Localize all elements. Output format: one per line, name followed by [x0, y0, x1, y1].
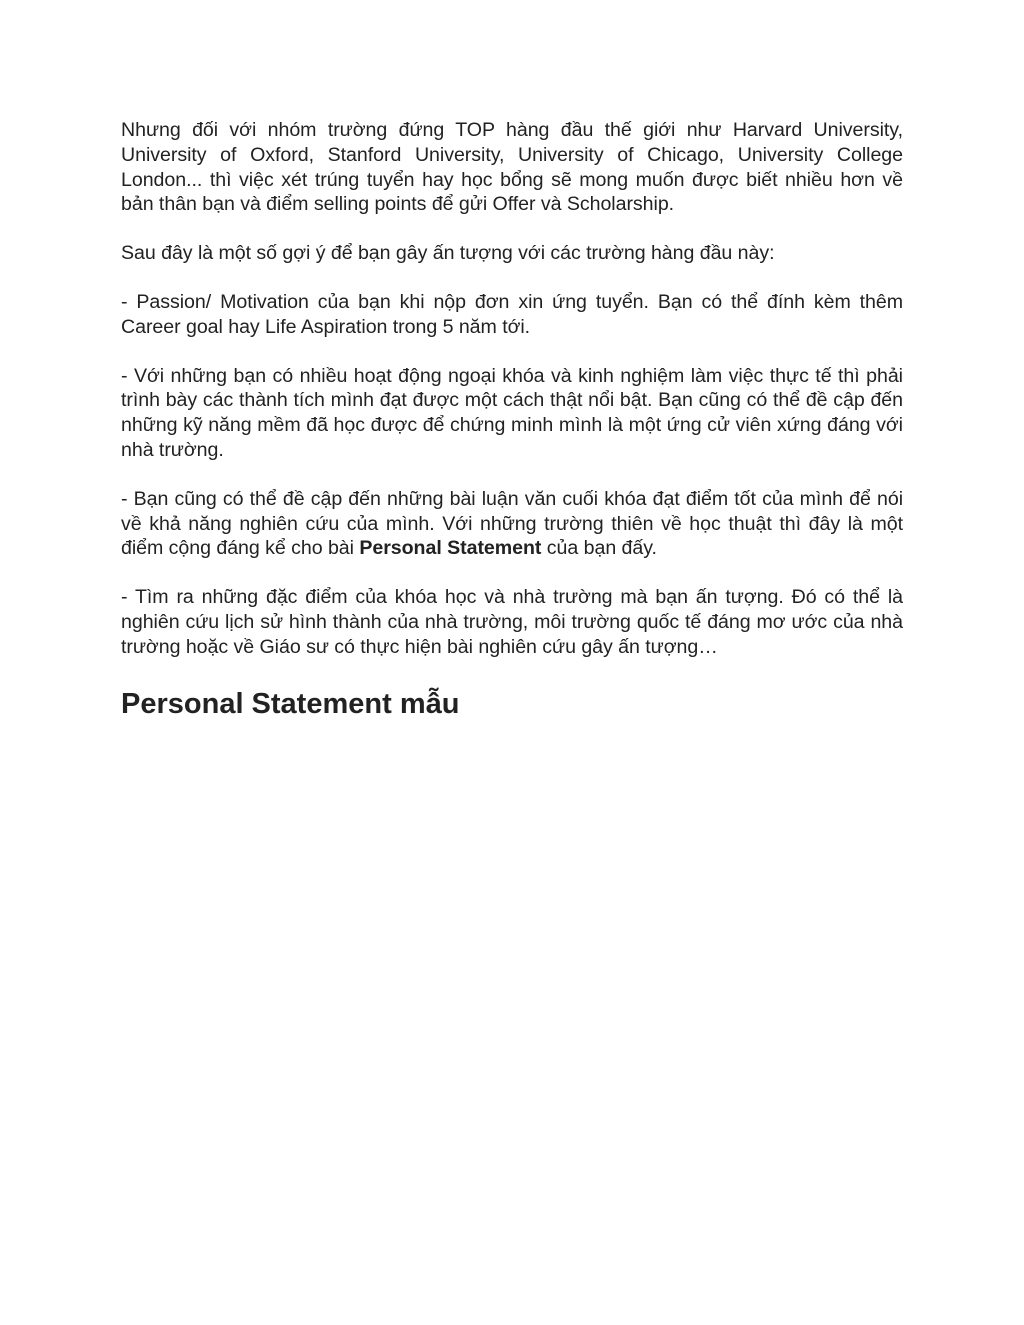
paragraph-extracurricular: - Với những bạn có nhiều hoạt động ngoại khóa và kinh nghiệm làm việc thực tế thì phải trình bày các thành tích mình đạt được một cách thật nổi bật. Bạn cũng có thể đề cập đến những kỹ năng mềm đã học được để chứng minh mình là một ứng cử viên xứng đáng với nhà trường.: [121, 364, 903, 461]
paragraph-thesis: [121, 487, 903, 561]
paragraph-passion-motivation: - Passion/ Motivation của bạn khi nộp đơn xin ứng tuyển. Bạn có thể đính kèm thêm Career goal hay Life Aspiration trong 5 năm tới.: [121, 290, 903, 338]
personal-statement-bold: Personal Statement: [359, 537, 542, 560]
paragraph-suggestions-intro: Sau đây là một số gợi ý để bạn gây ấn tượng với các trường hàng đầu này:: [121, 242, 775, 265]
paragraph-top-universities: Nhưng đối với nhóm trường đứng TOP hàng đầu thế giới như Harvard University, University of Oxford, Stanford University, University of Chicago, University College London... thì việc xét trúng tuyển hay học bổng sẽ mong muốn được biết nhiều hơn về bản thân bạn và điểm selling points để gửi Offer và Scholarship.: [121, 119, 903, 216]
paragraph-course-features: - Tìm ra những đặc điểm của khóa học và nhà trường mà bạn ấn tượng. Đó có thể là nghiên cứu lịch sử hình thành của nhà trường, môi trường quốc tế đáng mơ ước của nhà trường hoặc về Giáo sư có thực hiện bài nghiên cứu gây ấn tượng…: [121, 586, 903, 658]
section-heading: Personal Statement mẫu: [121, 687, 460, 720]
paragraph-thesis-end: của bạn đấy.: [541, 537, 657, 560]
document-page: [121, 118, 903, 722]
paragraph-thesis-text: - Bạn cũng có thể đề cập đến những bài luận văn cuối khóa đạt điểm tốt của mình để nói về khả năng nghiên cứu của mình. Với những trường thiên về học thuật thì đây là một điểm cộng đáng kể cho bài: [121, 487, 903, 560]
